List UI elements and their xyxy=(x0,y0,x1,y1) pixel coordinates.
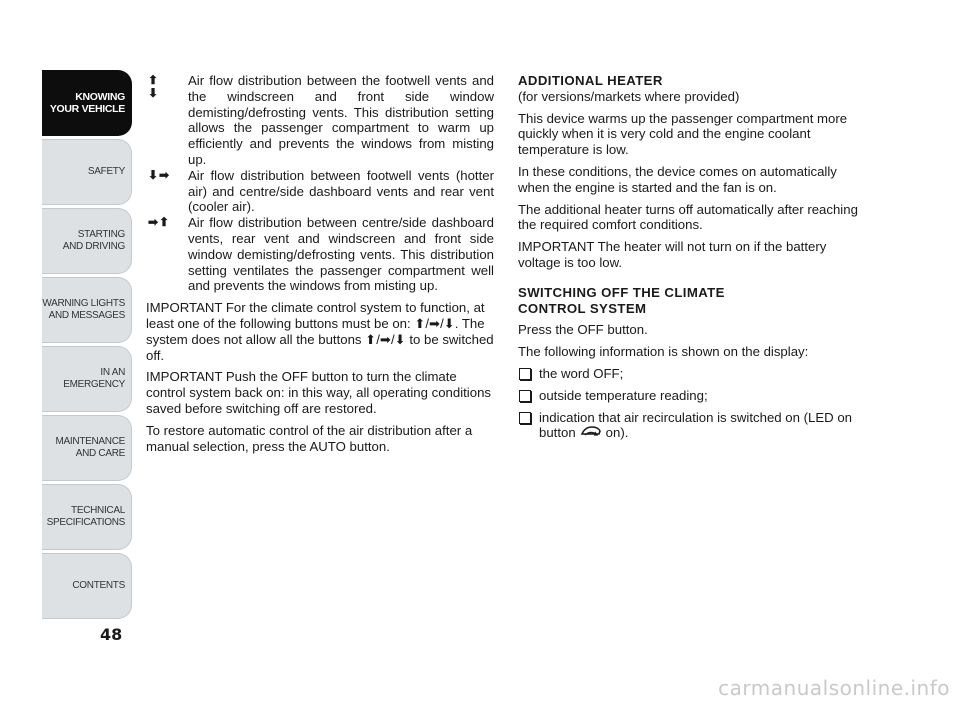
tab-knowing-your-vehicle[interactable] xyxy=(42,70,132,136)
section-heading: CONTROL SYSTEM xyxy=(518,300,647,316)
page-number: 48 xyxy=(100,625,123,644)
tab-label: SAFETY xyxy=(87,166,125,177)
paragraph: The following information is shown on the display: xyxy=(518,344,809,360)
item-text: Air flow distribution between the footwell vents and the windscreen and front side window demisting/defrosting vents. This distribution setting allows the passenger compartment to warm up efficiently and prevents the windows from misting up. xyxy=(188,73,494,167)
tab-maintenance-and-care[interactable] xyxy=(42,415,132,481)
list-item: the word OFF; xyxy=(518,366,866,382)
paragraph: In these conditions, the device comes on automatically when the engine is started and the fan is on. xyxy=(518,163,837,195)
up-down-arrows-icon: ⬆ ⬇ xyxy=(148,73,160,100)
down-right-arrows-icon: ⬇➡ xyxy=(148,167,171,182)
important-note: IMPORTANT For the climate control system to function, at least one of the following buttons must be on: ⬆/➡/⬇. The system does not allow all the buttons ⬆/➡/⬇ to be switched off. xyxy=(146,300,494,363)
tab-label: IN AN EMERGENCY xyxy=(63,367,125,390)
tab-label: TECHNICAL SPECIFICATIONS xyxy=(46,505,125,528)
tab-starting-and-driving[interactable] xyxy=(42,208,132,274)
paragraph: This device warms up the passenger compartment more quickly when it is very cold and the engine coolant temperature is low. xyxy=(518,110,848,158)
paragraph: The additional heater turns off automatically after reaching the required comfort conditions. xyxy=(518,201,858,233)
watermark: carmanualsonline.info xyxy=(718,676,950,700)
recirculation-car-icon xyxy=(580,425,602,442)
distribution-item xyxy=(146,168,494,215)
tab-label: CONTENTS xyxy=(72,580,125,591)
tab-label: KNOWING YOUR VEHICLE xyxy=(49,91,125,115)
tab-in-an-emergency[interactable] xyxy=(42,346,132,412)
tab-contents[interactable] xyxy=(42,553,132,619)
checkbox-bullet-icon xyxy=(519,390,531,402)
list-item: outside temperature reading; xyxy=(518,388,866,404)
tab-label: WARNING LIGHTS AND MESSAGES xyxy=(42,298,125,321)
important-note: IMPORTANT Push the OFF button to turn the climate control system back on: in this way, all operating conditions saved before switching off are restored. xyxy=(146,369,491,416)
paragraph: IMPORTANT The heater will not turn on if the battery voltage is too low. xyxy=(518,239,827,270)
distribution-item xyxy=(146,215,494,294)
distribution-item xyxy=(146,73,494,168)
checkbox-bullet-icon xyxy=(519,412,531,424)
heater-subtitle: (for versions/markets where provided) xyxy=(518,88,740,104)
right-column xyxy=(518,73,866,448)
left-column xyxy=(146,73,494,460)
tab-label: MAINTENANCE AND CARE xyxy=(55,436,125,459)
checkbox-bullet-icon xyxy=(519,368,531,380)
item-text: Air flow distribution between centre/side dashboard vents, rear vent and windscreen and front side window demisting/defrosting vents. This distribution setting ventilates the passenger compartment well and prevents the windows from misting up. xyxy=(188,215,494,294)
right-up-arrows-icon: ➡⬆ xyxy=(148,215,171,230)
paragraph: Press the OFF button. xyxy=(518,322,648,338)
section-heading: ADDITIONAL HEATER xyxy=(518,73,663,88)
tab-technical-specifications[interactable] xyxy=(42,484,132,550)
item-text: Air flow distribution between footwell vents (hotter air) and centre/side dashboard vents and rear vent (cooler air). xyxy=(188,167,494,215)
tab-warning-lights[interactable] xyxy=(42,277,132,343)
tab-label: STARTING AND DRIVING xyxy=(62,229,125,252)
section-heading: SWITCHING OFF THE CLIMATE xyxy=(518,284,725,300)
tab-safety[interactable] xyxy=(42,139,132,205)
list-item: indication that air recirculation is switched on (LED on button on). xyxy=(518,410,866,443)
restore-paragraph: To restore automatic control of the air distribution after a manual selection, press the AUTO button. xyxy=(146,422,473,454)
